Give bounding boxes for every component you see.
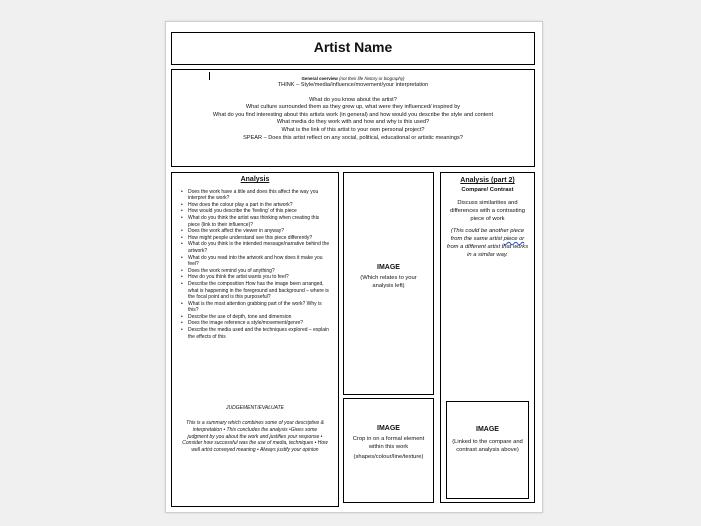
analysis2-subheading: Compare/ Contrast <box>461 187 514 193</box>
analysis-bullet: • How does the colour play a part in the artwork? <box>188 202 332 209</box>
overview-question: What media do they work with and how and why is this used? <box>276 119 430 126</box>
image-element-heading: IMAGE <box>377 425 400 432</box>
analysis2-note-end: from a different artist that works in a similar way. <box>446 244 529 258</box>
image-main-desc: (Which relates to your analysis left) <box>360 275 417 289</box>
analysis-bullet-list <box>188 189 332 341</box>
analysis-bullet: • Describe the composition How has the image been arranged, what is happening in the foreground and background – where is the focal point and is this purposeful? <box>188 281 332 301</box>
judgement-text: This is a summary which combines some of your descriptive & interpretation • This concludes the analysis •Gives some judgment by you about the work and justifies your response • Consider how successful was the use of media, techniques • How well artist conveyed meaning • Always justify your opinion <box>182 420 328 454</box>
analysis-bullet: • What do you read into the artwork and how does it make you feel? <box>188 255 332 268</box>
image-element-desc2: (shapes/colour/line/texture) <box>353 454 424 460</box>
image-compare-heading: IMAGE <box>476 426 499 433</box>
image-element-box[interactable] <box>343 398 434 503</box>
overview-question: What do you find interesting about this artists work (in general) and how would you describe the style and content <box>212 111 494 118</box>
overview-question: SPEAR – Does this artist reflect on any social, political, educational or artistic meanings? <box>243 134 463 141</box>
analysis2-note-start: (This could be another piece from the same artist <box>450 228 525 242</box>
title-box <box>171 32 535 65</box>
analysis-bullet: • Does the work remind you of anything? <box>188 268 332 275</box>
overview-question: What is the link of this artist to your own personal project? <box>281 126 425 133</box>
analysis-bullet: • How might people understand see this piece differently? <box>188 235 332 242</box>
analysis2-desc: Discuss similarities and differences with a contrasting piece of work <box>450 200 525 222</box>
analysis-bullet: • What is the most attention grabbing part of the work? Why is this? <box>188 301 332 314</box>
analysis-bullet: • Describe the media used and the techniques explored – explain the effects of this <box>188 327 332 340</box>
analysis2-note <box>446 227 529 259</box>
overview-box[interactable] <box>171 69 535 167</box>
overview-heading-bold: General overview <box>301 76 338 81</box>
analysis-bullet: • Does the work have a title and does this affect the way you interpret the work? <box>188 189 332 202</box>
image-compare-box[interactable] <box>446 401 529 499</box>
analysis-bullet: • What do you think is the intended message/narrative behind the artwork? <box>188 241 332 254</box>
judgement-heading: JUDGEMENT/EVALUATE <box>226 405 284 411</box>
overview-question: What culture surrounded them as they grew up, what were they influenced/ inspired by <box>245 104 461 111</box>
image-main-heading: IMAGE <box>377 264 400 271</box>
analysis2-heading: Analysis (part 2) <box>460 177 515 184</box>
analysis-box[interactable] <box>171 172 339 507</box>
text-cursor <box>209 72 210 80</box>
image-main-box[interactable] <box>343 172 434 395</box>
analysis-bullet: • How would you describe the ‘feeling’ of this piece <box>188 208 332 215</box>
analysis-bullet: • Does the image reference a style/movement/genre? <box>188 320 332 327</box>
overview-heading-note: (not their life history or biography) <box>339 76 405 81</box>
analysis-heading: Analysis <box>240 176 270 183</box>
analysis-bullet: • Does the work affect the viewer in anyway? <box>188 228 332 235</box>
artist-name-title[interactable]: Artist Name <box>313 39 393 55</box>
analysis-bullet: • What do you think the artist was thinking when creating this piece (link to their influence)? <box>188 215 332 228</box>
image-compare-desc: (Linked to the compare and contrast analysis above) <box>452 439 523 453</box>
overview-question: What do you know about the artist? <box>309 96 397 103</box>
spellcheck-underline[interactable]: piece or <box>503 236 525 242</box>
analysis-bullet: • How do you think the artist wants you to feel? <box>188 274 332 281</box>
analysis-bullet: • Describe the use of depth, tone and dimension <box>188 314 332 321</box>
overview-think: THINK – Style/media/influence/movement/your interpretation <box>277 82 429 88</box>
document-page <box>165 21 543 513</box>
image-element-desc: Crop in on a formal element within this work <box>352 436 425 450</box>
